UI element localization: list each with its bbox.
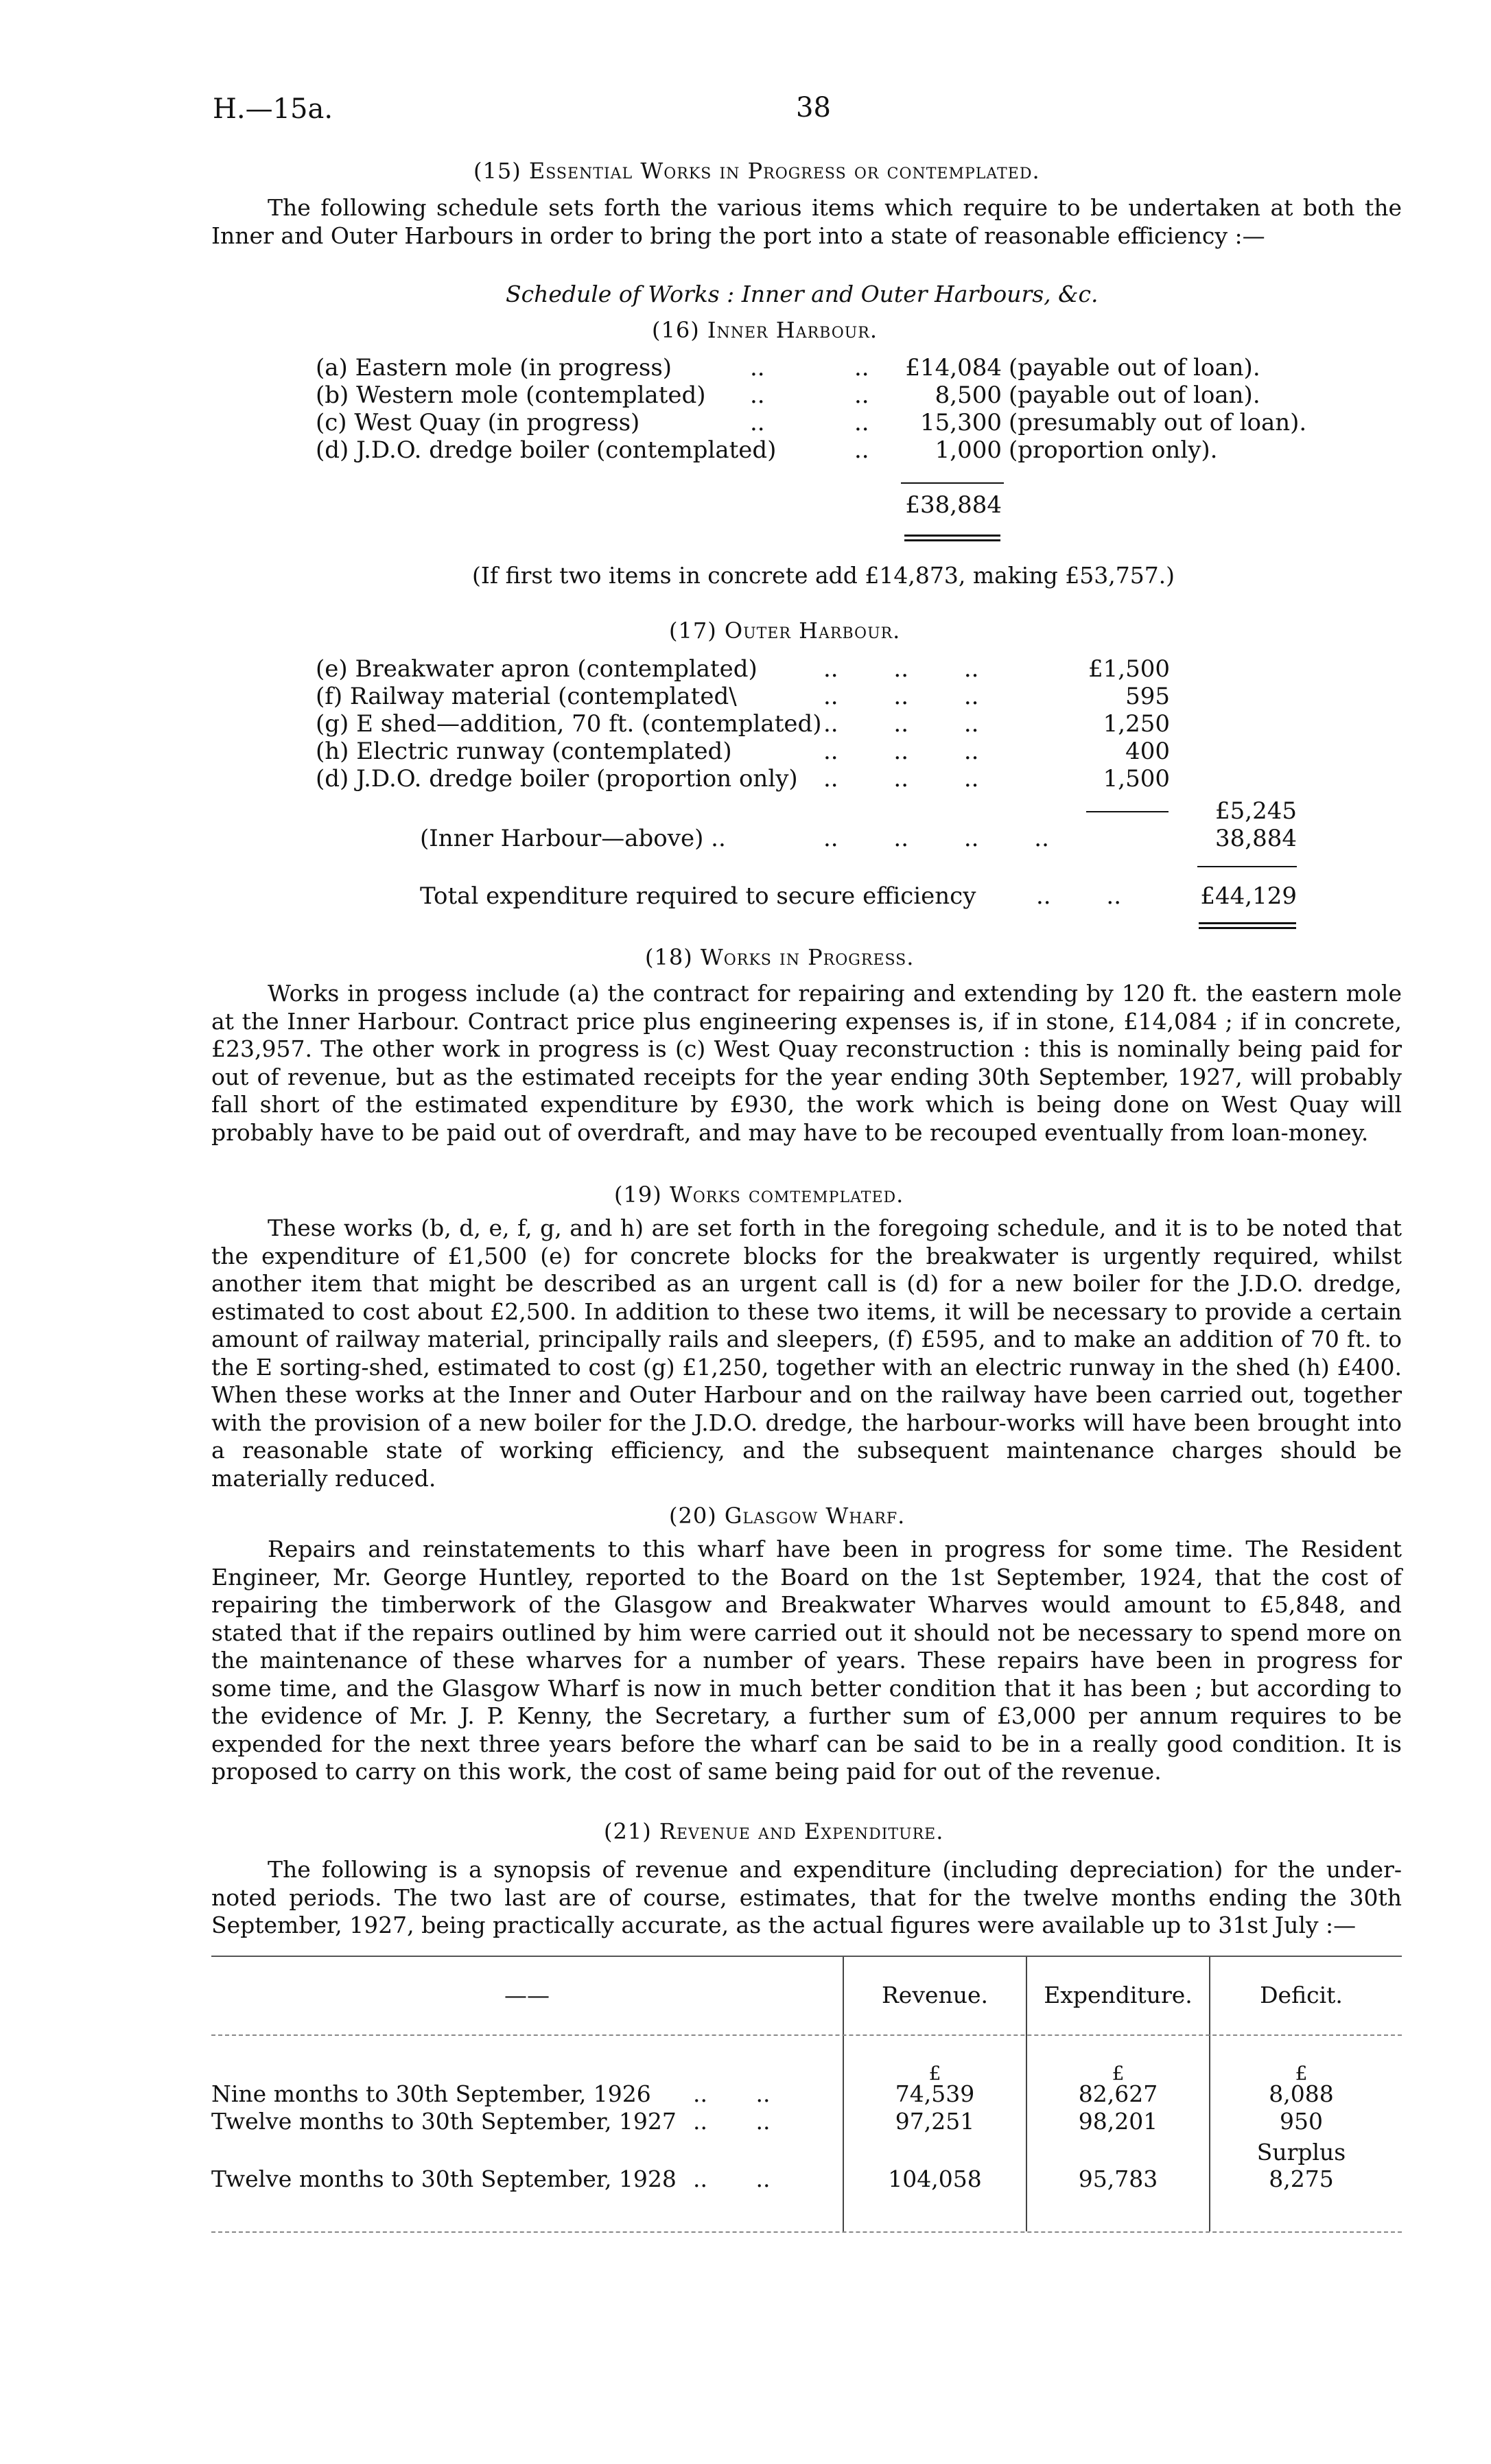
- outer-item-dots: .. .. ..: [823, 710, 979, 738]
- inner-item-dots: ..: [854, 354, 869, 382]
- section-21-heading: (21) Revenue and Expenditure.: [604, 1818, 944, 1844]
- revenue-value: 74,539: [895, 2080, 975, 2107]
- section-16-heading: (16) Inner Harbour.: [652, 317, 878, 343]
- expenditure-value: 95,783: [1078, 2166, 1158, 2192]
- outer-item-label: (d) J.D.O. dredge boiler (proportion only): [316, 765, 798, 793]
- outer-item-dots: .. .. ..: [823, 655, 979, 683]
- deficit-value: 8,275: [1269, 2166, 1334, 2192]
- unit-label: £: [1295, 2062, 1308, 2085]
- table-top-rule: [211, 1956, 1402, 1957]
- inner-harbour-total: £38,884: [905, 491, 1002, 519]
- outer-item-amount: 595: [1125, 683, 1170, 710]
- table-row-label: Twelve months to 30th September, 1927: [211, 2108, 677, 2135]
- sum-rule: [1197, 866, 1297, 867]
- inner-item-dots: ..: [750, 354, 765, 382]
- inner-item-note: (proportion only).: [1009, 436, 1218, 464]
- outer-item-label: (g) E shed—addition, 70 ft. (contemplated): [316, 710, 822, 738]
- table-header-revenue: Revenue.: [881, 1982, 989, 2008]
- table-row-dots: .. ..: [693, 2080, 771, 2107]
- inner-item-label: (c) West Quay (in progress): [316, 409, 640, 436]
- inner-item-dots: ..: [854, 382, 869, 409]
- inner-item-label: (a) Eastern mole (in progress): [316, 354, 672, 382]
- section-19-heading: (19) Works comtemplated.: [614, 1182, 904, 1208]
- revenue-value: 97,251: [895, 2108, 975, 2135]
- inner-item-note: (payable out of loan).: [1009, 382, 1260, 409]
- outer-item-label: (h) Electric runway (contemplated): [316, 738, 732, 765]
- table-header-rule: [211, 2034, 1402, 2036]
- outer-item-amount: 1,250: [1103, 710, 1170, 738]
- outer-harbour-subtotal: £5,245: [1215, 797, 1297, 825]
- section-21-paragraph: The following is a synopsis of revenue and expenditure (including depreciation) for the under-noted periods. The two last are of course, estimates, that for the twelve months ending the 30th September, 1927, being practically accurate, as the actual figures were available up to 31st July :—: [211, 1856, 1402, 1938]
- double-rule: [1199, 927, 1296, 929]
- section-15-paragraph: The following schedule sets forth the various items which require to be undertaken at both the Inner and Outer Harbours in order to bring the port into a state of reasonable efficiency :—: [211, 194, 1402, 249]
- section-20-heading: (20) Glasgow Wharf.: [669, 1503, 906, 1529]
- surplus-label: Surplus: [1256, 2139, 1346, 2166]
- outer-item-dots: .. .. ..: [823, 765, 979, 793]
- unit-label: £: [928, 2062, 941, 2085]
- table-row-dots: .. ..: [693, 2108, 771, 2135]
- inner-item-amount: 1,000: [935, 436, 1002, 464]
- table-stub-header: ——: [504, 1982, 550, 2008]
- sum-rule: [1086, 811, 1169, 812]
- double-rule: [904, 539, 1000, 541]
- revenue-value: 104,058: [888, 2166, 982, 2192]
- inner-harbour-carry-dots: .. .. .. ..: [823, 825, 1049, 852]
- inner-item-dots: ..: [750, 382, 765, 409]
- deficit-value: 950: [1280, 2108, 1323, 2135]
- expenditure-value: 82,627: [1078, 2080, 1158, 2107]
- table-row-dots: .. ..: [693, 2166, 771, 2192]
- section-18-heading: (18) Works in Progress.: [645, 944, 915, 970]
- section-19-paragraph: These works (b, d, e, f, g, and h) are set forth in the foregoing schedule, and it is to be noted that the expenditure of £1,500 (e) for concrete blocks for the breakwater is urgently required, whilst another item that might be described as an urgent call is (d) for a new boiler for the J.D.O. dredge, estimated to cost about £2,500. In addition to these two items, it will be necessary to provide a certain amount of railway material, principally rails and sleepers, (f) £595, and to make an addition of 70 ft. to the E sorting-shed, estimated to cost (g) £1,250, together with an electric runway in the shed (h) £400. When these works at the Inner and Outer Harbour and on the railway have been carried out, together with the provision of a new boiler for the J.D.O. dredge, the harbour-works will have been brought into a reasonable state of working efficiency, and the subsequent maintenance charges should be materially reduced.: [211, 1215, 1402, 1492]
- inner-item-amount: £14,084: [905, 354, 1002, 382]
- document-reference: H.—15a.: [213, 93, 333, 125]
- unit-label: £: [1112, 2062, 1125, 2085]
- double-rule: [904, 535, 1000, 537]
- concrete-note: (If first two items in concrete add £14,873, making £53,757.): [472, 562, 1175, 589]
- inner-item-dots: ..: [854, 436, 869, 464]
- table-header-deficit: Deficit.: [1260, 1982, 1343, 2008]
- table-row-label: Twelve months to 30th September, 1928: [211, 2166, 677, 2192]
- page-number: 38: [796, 92, 831, 124]
- outer-item-amount: £1,500: [1088, 655, 1170, 683]
- outer-item-dots: .. .. ..: [823, 738, 979, 765]
- outer-item-label: (e) Breakwater apron (contemplated): [316, 655, 758, 683]
- inner-item-dots: ..: [750, 409, 765, 436]
- outer-item-amount: 1,500: [1103, 765, 1170, 793]
- section-17-heading: (17) Outer Harbour.: [669, 618, 901, 644]
- table-bottom-rule: [211, 2231, 1402, 2233]
- inner-harbour-carry-label: (Inner Harbour—above) ..: [420, 825, 726, 852]
- outer-item-dots: .. .. ..: [823, 683, 979, 710]
- inner-item-note: (payable out of loan).: [1009, 354, 1260, 382]
- total-expenditure-amount: £44,129: [1200, 882, 1297, 910]
- inner-harbour-carry-amount: 38,884: [1215, 825, 1297, 852]
- double-rule: [1199, 922, 1296, 924]
- section-18-paragraph: Works in progess include (a) the contract for repairing and extending by 120 ft. the eastern mole at the Inner Harbour. Contract price plus engineering expenses is, if in stone, £14,084 ; if in concrete, £23,957. The other work in progress is (c) West Quay reconstruction : this is nominally being paid for out of revenue, but as the estimated receipts for the year ending 30th September, 1927, will probably fall short of the estimated expenditure by £930, the work which is being done on West Quay will probably have to be paid out of overdraft, and may have to be recouped eventually from loan-money.: [211, 980, 1402, 1146]
- inner-item-amount: 15,300: [920, 409, 1002, 436]
- inner-item-amount: 8,500: [935, 382, 1002, 409]
- table-row-label: Nine months to 30th September, 1926: [211, 2080, 651, 2107]
- outer-item-amount: 400: [1125, 738, 1170, 765]
- table-header-expenditure: Expenditure.: [1044, 1982, 1193, 2008]
- section-15-heading: (15) Essential Works in Progress or contemplated.: [473, 158, 1040, 184]
- inner-item-label: (b) Western mole (contemplated): [316, 382, 706, 409]
- sum-rule: [901, 482, 1004, 484]
- expenditure-value: 98,201: [1078, 2108, 1158, 2135]
- inner-item-note: (presumably out of loan).: [1009, 409, 1307, 436]
- deficit-value: 8,088: [1269, 2080, 1334, 2107]
- inner-item-dots: ..: [854, 409, 869, 436]
- total-expenditure-label: Total expenditure required to secure efficiency: [420, 882, 976, 910]
- inner-item-label: (d) J.D.O. dredge boiler (contemplated): [316, 436, 777, 464]
- outer-item-label: (f) Railway material (contemplated\: [316, 683, 737, 710]
- section-20-paragraph: Repairs and reinstatements to this wharf have been in progress for some time. The Resident Engineer, Mr. George Huntley, reported to the Board on the 1st September, 1924, that the cost of repairing the timberwork of the Glasgow and Breakwater Wharves would amount to £5,848, and stated that if the repairs outlined by him were carried out it should not be necessary to spend more on the maintenance of these wharves for a number of years. These repairs have been in progress for some time, and the Glasgow Wharf is now in much better condition that it has been ; but according to the evidence of Mr. J. P. Kenny, the Secretary, a further sum of £3,000 per annum requires to be expended for the next three years before the wharf can be said to be in a really good condition. It is proposed to carry on this work, the cost of same being paid for out of the revenue.: [211, 1536, 1402, 1785]
- total-expenditure-dots: .. ..: [1036, 882, 1122, 910]
- schedule-title: Schedule of Works : Inner and Outer Harbours, &c.: [506, 281, 1099, 307]
